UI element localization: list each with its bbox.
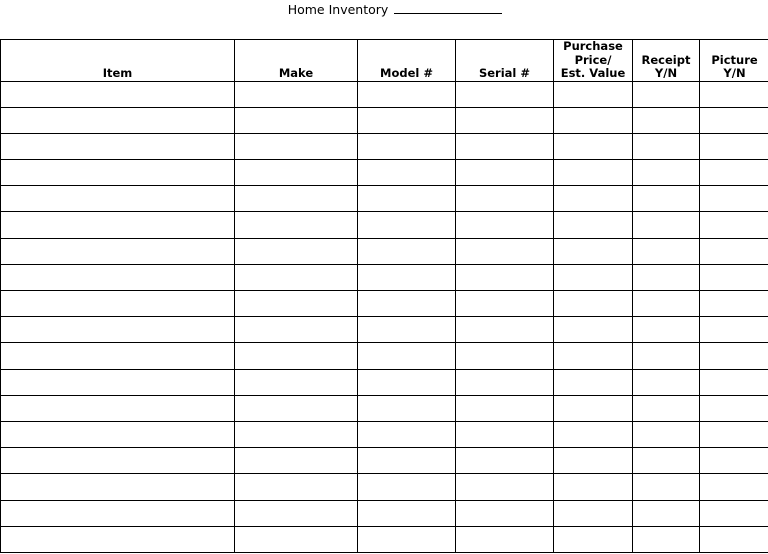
table-row: [1, 369, 768, 395]
table-row: [1, 500, 768, 526]
model-cell[interactable]: [358, 317, 456, 343]
receipt-cell[interactable]: [633, 395, 700, 421]
item-cell[interactable]: [1, 421, 235, 447]
receipt-cell[interactable]: [633, 500, 700, 526]
price-cell[interactable]: [554, 474, 633, 500]
item-cell[interactable]: [1, 291, 235, 317]
picture-cell[interactable]: [700, 474, 768, 500]
receipt-cell[interactable]: [633, 107, 700, 133]
item-cell[interactable]: [1, 264, 235, 290]
model-cell[interactable]: [358, 448, 456, 474]
price-cell[interactable]: [554, 186, 633, 212]
picture-cell[interactable]: [700, 500, 768, 526]
item-cell[interactable]: [1, 81, 235, 107]
picture-cell[interactable]: [700, 81, 768, 107]
model-cell[interactable]: [358, 186, 456, 212]
picture-cell[interactable]: [700, 343, 768, 369]
table-row: [1, 474, 768, 500]
header-row: [1, 40, 768, 82]
picture-cell[interactable]: [700, 186, 768, 212]
receipt-cell[interactable]: [633, 369, 700, 395]
table-row: [1, 343, 768, 369]
make-cell[interactable]: [235, 186, 358, 212]
item-cell[interactable]: [1, 238, 235, 264]
picture-cell[interactable]: [700, 291, 768, 317]
price-cell[interactable]: [554, 448, 633, 474]
model-cell[interactable]: [358, 133, 456, 159]
serial-cell[interactable]: [456, 421, 554, 447]
model-cell[interactable]: [358, 107, 456, 133]
serial-cell[interactable]: [456, 500, 554, 526]
header-receipt: Receipt Y/N: [633, 40, 700, 82]
price-cell[interactable]: [554, 343, 633, 369]
model-cell[interactable]: [358, 81, 456, 107]
item-cell[interactable]: [1, 500, 235, 526]
model-cell[interactable]: [358, 264, 456, 290]
price-cell[interactable]: [554, 317, 633, 343]
item-cell[interactable]: [1, 448, 235, 474]
receipt-cell[interactable]: [633, 186, 700, 212]
make-cell[interactable]: [235, 395, 358, 421]
price-cell[interactable]: [554, 133, 633, 159]
header-serial: Serial #: [456, 40, 554, 82]
table-row: [1, 212, 768, 238]
price-cell[interactable]: [554, 421, 633, 447]
price-cell[interactable]: [554, 500, 633, 526]
receipt-cell[interactable]: [633, 264, 700, 290]
make-cell[interactable]: [235, 448, 358, 474]
serial-cell[interactable]: [456, 212, 554, 238]
inventory-table: [0, 39, 768, 553]
serial-cell[interactable]: [456, 133, 554, 159]
item-cell[interactable]: [1, 160, 235, 186]
table-row: [1, 264, 768, 290]
serial-cell[interactable]: [456, 343, 554, 369]
make-cell[interactable]: [235, 317, 358, 343]
serial-cell[interactable]: [456, 291, 554, 317]
make-cell[interactable]: [235, 212, 358, 238]
serial-cell[interactable]: [456, 474, 554, 500]
receipt-cell[interactable]: [633, 526, 700, 552]
picture-cell[interactable]: [700, 526, 768, 552]
make-cell[interactable]: [235, 369, 358, 395]
make-cell[interactable]: [235, 81, 358, 107]
price-cell[interactable]: [554, 526, 633, 552]
header-purchase-price: Purchase Price/ Est. Value: [554, 40, 633, 82]
receipt-cell[interactable]: [633, 133, 700, 159]
model-cell[interactable]: [358, 343, 456, 369]
table-row: [1, 160, 768, 186]
item-cell[interactable]: [1, 369, 235, 395]
model-cell[interactable]: [358, 526, 456, 552]
make-cell[interactable]: [235, 133, 358, 159]
picture-cell[interactable]: [700, 160, 768, 186]
serial-cell[interactable]: [456, 264, 554, 290]
serial-cell[interactable]: [456, 526, 554, 552]
serial-cell[interactable]: [456, 160, 554, 186]
serial-cell[interactable]: [456, 317, 554, 343]
model-cell[interactable]: [358, 238, 456, 264]
table-row: [1, 107, 768, 133]
make-cell[interactable]: [235, 421, 358, 447]
receipt-cell[interactable]: [633, 474, 700, 500]
receipt-cell[interactable]: [633, 238, 700, 264]
serial-cell[interactable]: [456, 448, 554, 474]
receipt-cell[interactable]: [633, 421, 700, 447]
picture-cell[interactable]: [700, 264, 768, 290]
receipt-cell[interactable]: [633, 81, 700, 107]
price-cell[interactable]: [554, 264, 633, 290]
model-cell[interactable]: [358, 212, 456, 238]
picture-cell[interactable]: [700, 238, 768, 264]
table-row: [1, 238, 768, 264]
make-cell[interactable]: [235, 238, 358, 264]
make-cell[interactable]: [235, 343, 358, 369]
make-cell[interactable]: [235, 107, 358, 133]
item-cell[interactable]: [1, 107, 235, 133]
item-cell[interactable]: [1, 526, 235, 552]
picture-cell[interactable]: [700, 212, 768, 238]
serial-cell[interactable]: [456, 369, 554, 395]
item-cell[interactable]: [1, 474, 235, 500]
picture-cell[interactable]: [700, 369, 768, 395]
inventory-body: [1, 81, 768, 552]
receipt-cell[interactable]: [633, 160, 700, 186]
item-cell[interactable]: [1, 343, 235, 369]
header-model: Model #: [358, 40, 456, 82]
table-row: [1, 133, 768, 159]
table-row: [1, 317, 768, 343]
serial-cell[interactable]: [456, 186, 554, 212]
item-cell[interactable]: [1, 212, 235, 238]
model-cell[interactable]: [358, 160, 456, 186]
table-row: [1, 421, 768, 447]
price-cell[interactable]: [554, 238, 633, 264]
make-cell[interactable]: [235, 291, 358, 317]
serial-cell[interactable]: [456, 238, 554, 264]
picture-cell[interactable]: [700, 107, 768, 133]
title-blank-line[interactable]: [394, 1, 502, 14]
make-cell[interactable]: [235, 264, 358, 290]
make-cell[interactable]: [235, 474, 358, 500]
picture-cell[interactable]: [700, 133, 768, 159]
receipt-cell[interactable]: [633, 291, 700, 317]
model-cell[interactable]: [358, 291, 456, 317]
item-cell[interactable]: [1, 317, 235, 343]
price-cell[interactable]: [554, 395, 633, 421]
model-cell[interactable]: [358, 421, 456, 447]
receipt-cell[interactable]: [633, 317, 700, 343]
price-cell[interactable]: [554, 369, 633, 395]
price-cell[interactable]: [554, 107, 633, 133]
table-row: [1, 395, 768, 421]
document-title: Home Inventory: [287, 2, 389, 17]
serial-cell[interactable]: [456, 395, 554, 421]
receipt-cell[interactable]: [633, 343, 700, 369]
model-cell[interactable]: [358, 369, 456, 395]
header-item: Item: [1, 40, 235, 82]
item-cell[interactable]: [1, 186, 235, 212]
picture-cell[interactable]: [700, 421, 768, 447]
serial-cell[interactable]: [456, 81, 554, 107]
document-title-line: [0, 1, 768, 18]
table-row: [1, 526, 768, 552]
price-cell[interactable]: [554, 81, 633, 107]
serial-cell[interactable]: [456, 107, 554, 133]
price-cell[interactable]: [554, 160, 633, 186]
picture-cell[interactable]: [700, 317, 768, 343]
make-cell[interactable]: [235, 500, 358, 526]
receipt-cell[interactable]: [633, 448, 700, 474]
model-cell[interactable]: [358, 500, 456, 526]
header-picture: Picture Y/N: [700, 40, 768, 82]
table-row: [1, 291, 768, 317]
table-row: [1, 81, 768, 107]
item-cell[interactable]: [1, 133, 235, 159]
price-cell[interactable]: [554, 291, 633, 317]
receipt-cell[interactable]: [633, 212, 700, 238]
make-cell[interactable]: [235, 526, 358, 552]
model-cell[interactable]: [358, 395, 456, 421]
header-make: Make: [235, 40, 358, 82]
table-row: [1, 448, 768, 474]
make-cell[interactable]: [235, 160, 358, 186]
picture-cell[interactable]: [700, 395, 768, 421]
model-cell[interactable]: [358, 474, 456, 500]
item-cell[interactable]: [1, 395, 235, 421]
price-cell[interactable]: [554, 212, 633, 238]
picture-cell[interactable]: [700, 448, 768, 474]
table-row: [1, 186, 768, 212]
